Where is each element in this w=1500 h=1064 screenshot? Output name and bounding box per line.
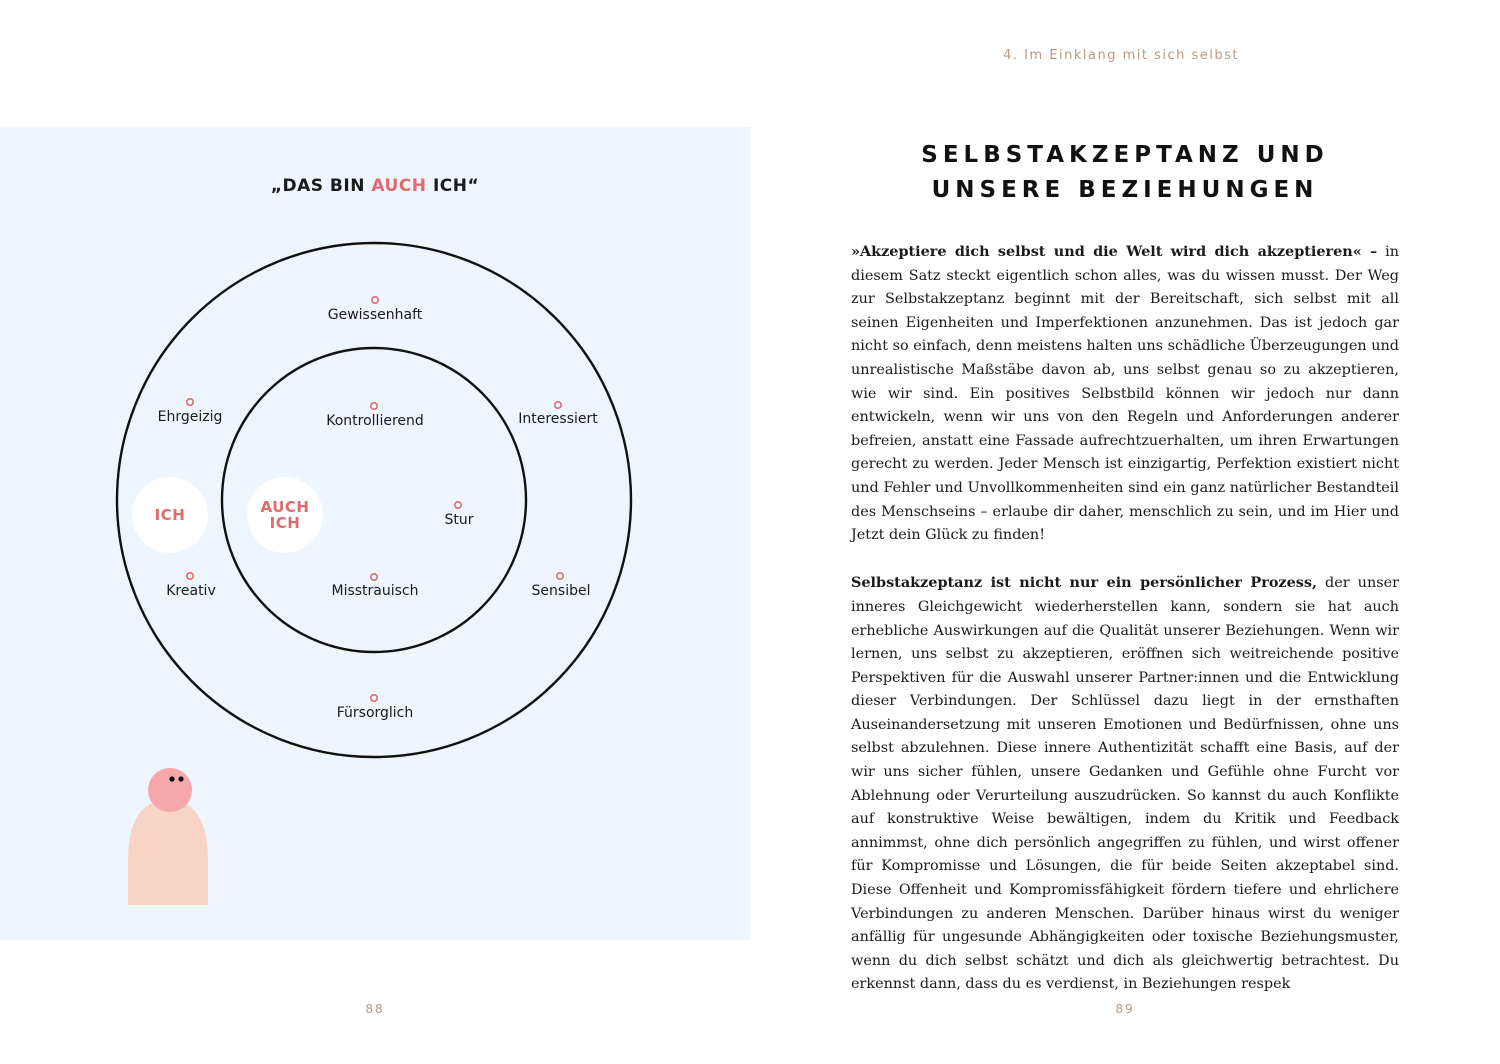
trait-interessiert: Interessiert	[518, 411, 598, 427]
section-heading-line2: UNSERE BEZIEHUNGEN	[931, 177, 1319, 203]
trait-kreativ: Kreativ	[166, 583, 216, 599]
trait-ehrgeizig: Ehrgeizig	[157, 409, 223, 425]
page-number-right: 89	[1115, 1002, 1135, 1016]
trait-kontrollierend: Kontrollierend	[326, 413, 424, 429]
trait-fuersorglich: Fürsorglich	[336, 705, 414, 721]
body-text	[851, 240, 1399, 997]
paragraph-2-lead: Selbstakzeptanz ist nicht nur ein persönlicher Prozess,	[851, 574, 1317, 592]
trait-misstrauisch: Misstrauisch	[331, 583, 419, 599]
trait-marker	[555, 402, 561, 408]
auch-ich-line1: AUCH	[260, 498, 310, 516]
diagram-title-suffix: ICH“	[426, 176, 480, 196]
section-heading	[850, 138, 1400, 208]
trait-marker	[557, 573, 563, 579]
section-heading-line1: SELBSTAKZEPTANZ UND	[921, 142, 1329, 168]
diagram-title-accent: AUCH	[371, 176, 427, 196]
trait-marker	[371, 695, 377, 701]
diagram-title-prefix: „DAS BIN	[270, 176, 372, 196]
auch-ich-label	[261, 499, 310, 531]
auch-ich-line2: ICH	[269, 514, 301, 532]
right-page	[750, 0, 1500, 1064]
paragraph-1-text: in diesem Satz steckt eigentlich schon alles, was du wissen musst. Der Weg zur Selbstakzeptanz beginnt mit der Bereitschaft, sich selbst mit all seinen Eigenheiten und Imperfektionen anzunehmen. Das ist jedoch gar nicht so einfach, denn meistens halten uns schädliche Überzeugungen und unrealistische Maßstäbe davon ab, uns selbst genau so zu akzeptieren, wie wir sind. Ein positives Selbstbild können wir jedoch nur dann entwickeln, wenn wir uns von den Regeln und Anforderungen anderer befreien, anstatt eine Fassade aufrechtzuerhalten, um ihren Erwartungen gerecht zu werden. Jeder Mensch ist einzigartig, Perfektion existiert nicht und Fehler und Unvollkommenheiten sind ein ganz natürlicher Bestandteil des Menschseins – erlaube dir daher, menschlich zu sein, und im Hier und Jetzt dein Glück zu finden!	[851, 244, 1399, 544]
trait-gewissenhaft: Gewissenhaft	[327, 307, 423, 323]
paragraph-2-text: der unser inneres Gleichgewicht wiederherstellen kann, sondern sie hat auch erhebliche Auswirkungen auf die Qualität unserer Beziehungen. Wenn wir lernen, uns selbst zu akzeptieren, eröffnen sich weitreichende positive Perspektiven für die Auswahl unserer Partner:innen und die Entwicklung dieser Verbindungen. Der Schlüssel dazu liegt in der ernsthaften Auseinandersetzung mit unseren Emotionen und Bedürfnissen, ohne uns selbst abzulehnen. Diese innere Authentizität schafft eine Basis, auf der wir uns sicher fühlen, unsere Gedanken und Gefühle ohne Furcht vor Ablehnung oder Verurteilung auszudrücken. So kannst du auch Konflikte auf konstruktive Weise bewältigen, indem du Kritik und Feedback annimmst, ohne dich persönlich angegriffen zu fühlen, und wirst offener für Kompromisse und Lösungen, die für beide Seiten akzeptabel sind. Diese Offenheit und Kompromissfähigkeit fördern tiefere und ehrlichere Verbindungen zu anderen Menschen. Darüber hinaus wirst du weniger anfällig für ungesunde Abhängigkeiten oder toxische Beziehungsmuster, wenn du dich selbst schätzt und dich als gleichwertig betrachtest. Du erkennst dann, dass du es verdienst, in Beziehungen respek	[851, 575, 1399, 993]
trait-marker	[455, 502, 461, 508]
paragraph-2	[851, 571, 1399, 997]
page-number-left: 88	[365, 1002, 385, 1016]
ich-label	[155, 507, 186, 523]
ich-text: ICH	[154, 506, 186, 524]
trait-marker	[371, 403, 377, 409]
trait-sensibel: Sensibel	[531, 583, 591, 599]
figure-eye-icon	[178, 776, 183, 781]
paragraph-1-lead: »Akzeptiere dich selbst und die Welt wird dich akzeptieren« –	[851, 243, 1378, 260]
figure-eye-icon	[169, 776, 174, 781]
figure-body	[128, 800, 208, 905]
trait-stur: Stur	[444, 512, 474, 528]
trait-marker	[187, 573, 193, 579]
paragraph-1	[851, 240, 1399, 548]
figure-head	[148, 768, 192, 812]
running-header: 4. Im Einklang mit sich selbst	[1003, 48, 1239, 63]
trait-marker	[187, 399, 193, 405]
trait-marker	[372, 297, 378, 303]
trait-marker	[371, 574, 377, 580]
